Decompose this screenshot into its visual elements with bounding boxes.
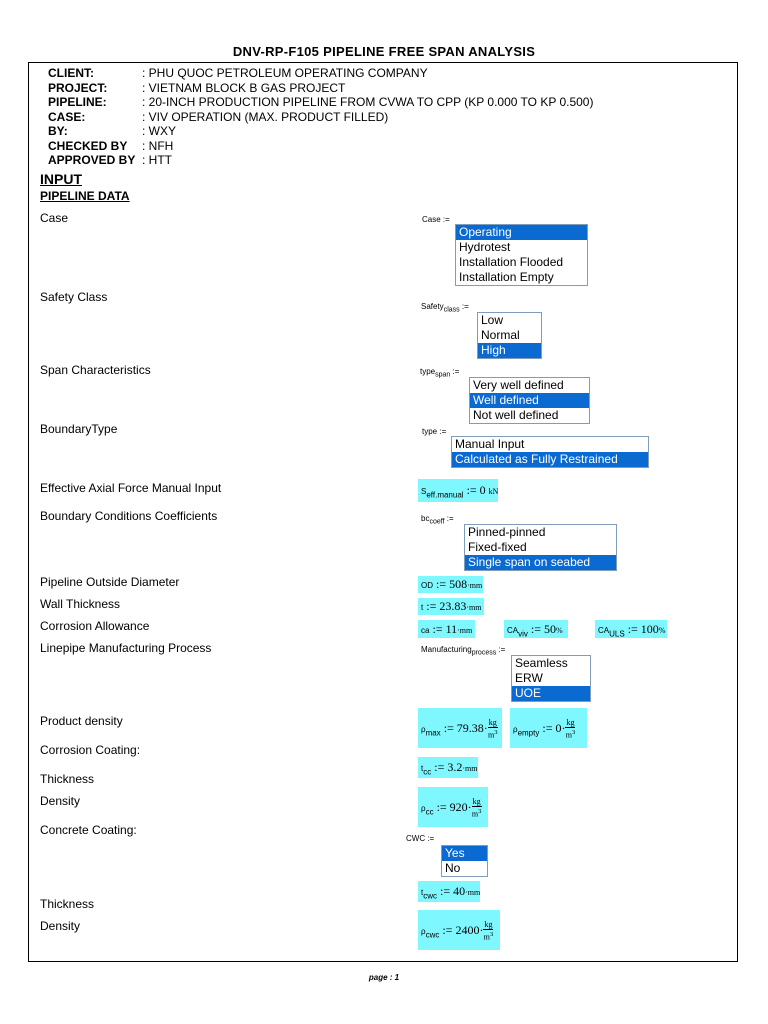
math-value: 40 <box>453 884 466 898</box>
var-safety-sub: class <box>443 306 460 314</box>
listbox-option[interactable]: No <box>445 861 461 875</box>
math-unit-base: m <box>488 731 495 741</box>
math-unit-fraction <box>488 718 498 740</box>
math-unit-exponent: 3 <box>571 729 576 737</box>
label-boundary-coefficients: Boundary Conditions Coefficients <box>40 509 218 523</box>
math-value: 79.38 <box>456 721 484 735</box>
listbox-option[interactable]: ERW <box>515 671 543 685</box>
math-unit-fraction <box>565 718 575 740</box>
label-corrosion-coating: Corrosion Coating: <box>40 743 141 757</box>
info-key-approved: APPROVED BY <box>48 153 136 167</box>
listbox-manufacturing-process[interactable] <box>511 655 591 702</box>
listbox-option[interactable]: Hydrotest <box>459 240 511 254</box>
listbox-option[interactable]: Installation Empty <box>459 270 554 284</box>
var-mfg-base: Manufacturing <box>421 645 472 654</box>
var-bc-assign: := <box>444 514 454 523</box>
label-span-characteristics: Span Characteristics <box>40 363 151 377</box>
math-assign: := <box>440 721 457 735</box>
math-seff-manual[interactable] <box>418 479 498 502</box>
info-key-by: BY: <box>48 124 68 138</box>
math-t-cc[interactable] <box>418 757 478 778</box>
math-unit: ·mm <box>465 888 481 897</box>
var-bc-coeff <box>421 514 454 526</box>
math-assign: := <box>437 884 454 898</box>
listbox-option[interactable]: Fixed-fixed <box>468 540 527 554</box>
math-unit-denominator <box>483 930 493 942</box>
var-type-assign: := <box>437 427 447 436</box>
listbox-case[interactable] <box>455 224 588 286</box>
listbox-option[interactable]: Operating <box>456 225 587 240</box>
info-key-client: CLIENT: <box>48 66 94 80</box>
math-symbol: t <box>421 764 424 773</box>
math-unit-numerator: kg <box>472 797 481 807</box>
info-value-case: : VIV OPERATION (MAX. PRODUCT FILLED) <box>142 109 389 124</box>
math-subscript: eff.manual <box>426 490 464 500</box>
label-cc-thickness: Thickness <box>40 772 95 786</box>
listbox-option[interactable]: High <box>478 343 541 358</box>
math-rho-cc[interactable]: $\rho_{cc}$ := 920· $\frac{kg}{m^3}$ <box>418 787 488 827</box>
math-rho-empty[interactable]: $\rho_{empty}$ := 0· $\frac{kg}{m^3}$ <box>510 708 587 748</box>
info-key-project: PROJECT: <box>48 80 108 95</box>
math-assign: := <box>433 577 450 591</box>
section-heading-input: INPUT <box>40 171 82 187</box>
math-value: 50 <box>544 622 557 636</box>
listbox-boundary-type[interactable] <box>451 436 649 468</box>
math-assign: := <box>463 483 480 497</box>
label-axial-force: Effective Axial Force Manual Input <box>40 481 222 495</box>
var-safety-class <box>421 302 469 314</box>
math-assign: := <box>527 622 545 636</box>
var-safety-assign: := <box>459 302 469 311</box>
var-span-base: type <box>420 367 436 376</box>
math-unit-fraction <box>472 797 482 819</box>
math-rho-max[interactable]: $\rho_{max}$ := 79.38· $\frac{kg}{m^3}$ <box>418 708 502 748</box>
math-unit-exponent: 3 <box>489 931 494 939</box>
listbox-safety-class[interactable] <box>477 312 542 359</box>
var-manufacturing-process <box>421 645 505 657</box>
math-value: 0 <box>555 721 562 735</box>
var-case-assign: := <box>440 215 450 224</box>
math-symbol: t <box>421 603 424 612</box>
math-symbol: ca <box>421 626 430 635</box>
math-od[interactable] <box>418 576 483 593</box>
math-assign: := <box>431 760 448 774</box>
var-mfg-assign: := <box>496 645 506 654</box>
listbox-bc-coefficients[interactable] <box>464 524 617 571</box>
math-unit-exponent: 3 <box>494 729 498 737</box>
math-symbol: CA <box>598 626 610 635</box>
listbox-span-type[interactable] <box>469 377 590 424</box>
math-unit: ·mm <box>467 581 483 590</box>
var-type <box>422 427 446 439</box>
math-subscript: max <box>425 728 441 738</box>
var-bc-base: bc <box>421 514 430 523</box>
math-assign: := <box>439 923 456 937</box>
listbox-option[interactable]: Yes <box>442 846 487 861</box>
listbox-option[interactable]: Not well defined <box>473 408 559 422</box>
var-safety-base: Safety <box>421 302 444 311</box>
math-unit-fraction <box>483 920 493 942</box>
info-value-checked: : NFH <box>142 138 174 153</box>
math-subscript: viv <box>518 629 528 639</box>
math-unit: % <box>658 626 666 635</box>
math-corrosion-allowance[interactable] <box>418 620 475 638</box>
label-boundary-type: BoundaryType <box>40 422 118 436</box>
math-unit-exponent: 3 <box>478 808 482 816</box>
var-cwc-assign: := <box>425 834 435 843</box>
math-unit: ·mm <box>457 626 473 635</box>
math-unit-denominator <box>472 807 482 819</box>
var-cwc-base: CWC <box>406 834 426 843</box>
math-subscript: cwc <box>425 930 440 940</box>
math-ca-viv[interactable] <box>504 620 568 638</box>
math-subscript: empty <box>517 728 540 738</box>
var-type-base: type <box>422 427 438 436</box>
math-symbol: ρ <box>421 927 426 936</box>
math-ca-uls[interactable] <box>595 620 667 638</box>
info-key-checked: CHECKED BY <box>48 138 128 153</box>
label-case: Case <box>40 211 69 225</box>
listbox-option[interactable]: Installation Flooded <box>459 255 564 269</box>
info-value-client: : PHU QUOC PETROLEUM OPERATING COMPANY <box>142 66 428 80</box>
page-title: DNV-RP-F105 PIPELINE FREE SPAN ANALYSIS <box>232 44 536 59</box>
info-key-case: CASE: <box>48 109 86 124</box>
math-value: 3.2 <box>447 760 463 774</box>
math-subscript: ULS <box>609 629 625 639</box>
label-cc-density: Density <box>40 794 81 808</box>
var-span-sub: span <box>435 371 451 379</box>
page-number: page : 1 <box>368 973 400 982</box>
math-unit-base: m <box>483 933 490 943</box>
math-symbol: ρ <box>421 725 426 734</box>
var-type-span <box>420 367 459 379</box>
label-product-density: Product density <box>40 714 123 728</box>
math-unit-base: m <box>565 731 572 741</box>
listbox-option[interactable]: Single span on seabed <box>465 555 616 570</box>
math-symbol: t <box>421 888 424 897</box>
math-value: 100 <box>640 622 659 636</box>
listbox-option[interactable]: Pinned-pinned <box>468 525 546 539</box>
math-value: 11 <box>445 622 458 636</box>
math-assign: := <box>429 622 446 636</box>
math-symbol: S <box>421 487 427 496</box>
math-value: 2400 <box>455 923 480 937</box>
var-bc-sub: coeff <box>429 518 445 526</box>
math-assign: := <box>423 599 440 613</box>
math-value: 920 <box>449 800 468 814</box>
math-unit-base: m <box>471 810 479 820</box>
math-unit-numerator: kg <box>488 718 497 728</box>
label-manufacturing-process: Linepipe Manufacturing Process <box>40 641 212 655</box>
math-t-cwc[interactable] <box>418 881 480 902</box>
math-unit-numerator: kg <box>484 920 493 930</box>
listbox-option[interactable]: Normal <box>481 328 520 342</box>
listbox-option[interactable]: Very well defined <box>473 378 564 392</box>
math-value: 0 <box>479 483 486 497</box>
label-safety-class: Safety Class <box>40 290 108 304</box>
listbox-option[interactable]: UOE <box>512 686 590 701</box>
math-unit: kN <box>488 487 499 496</box>
math-value: 508 <box>449 577 468 591</box>
math-symbol: ρ <box>513 725 518 734</box>
info-value-project: : VIETNAM BLOCK B GAS PROJECT <box>142 80 346 95</box>
var-span-assign: := <box>450 367 460 376</box>
math-symbol: CA <box>507 626 519 635</box>
var-case-base: Case <box>422 215 441 224</box>
label-cwc-density: Density <box>40 919 81 933</box>
math-value: 23.83 <box>439 599 467 613</box>
math-symbol: OD <box>421 581 433 590</box>
math-subscript: cwc <box>423 891 438 901</box>
info-value-by: : WXY <box>142 124 177 138</box>
label-corrosion-allowance: Corrosion Allowance <box>40 619 150 633</box>
info-value-pipeline: : 20-INCH PRODUCTION PIPELINE FROM CVWA TO CPP (KP 0.000 TO KP 0.500) <box>142 95 594 109</box>
info-key-pipeline: PIPELINE: <box>48 95 107 109</box>
math-subscript: cc <box>425 807 434 817</box>
info-value-approved: : HTT <box>142 153 172 167</box>
math-rho-cwc[interactable]: $\rho_{cwc}$ := 2400· $\frac{kg}{m^3}$ <box>418 910 500 950</box>
listbox-option[interactable]: Well defined <box>470 393 589 408</box>
listbox-option[interactable]: Calculated as Fully Restrained <box>452 452 648 467</box>
label-wall-thickness: Wall Thickness <box>40 597 121 611</box>
math-unit: ·mm <box>466 603 482 612</box>
math-unit-denominator <box>488 728 498 740</box>
math-assign: := <box>433 800 450 814</box>
math-assign: := <box>624 622 641 636</box>
var-mfg-sub: process <box>471 649 497 657</box>
math-subscript: cc <box>423 767 432 777</box>
listbox-option[interactable]: Manual Input <box>455 437 525 451</box>
math-unit-denominator <box>565 728 575 740</box>
math-unit: % <box>556 626 563 635</box>
var-case <box>422 215 450 227</box>
math-assign: := <box>539 721 556 735</box>
listbox-option[interactable]: Low <box>481 313 504 327</box>
math-wall-thickness[interactable] <box>418 598 484 615</box>
listbox-concrete-coating[interactable] <box>441 845 488 877</box>
math-unit: ·mm <box>462 764 478 773</box>
var-cwc <box>406 834 434 846</box>
math-symbol: ρ <box>421 804 426 813</box>
math-unit-numerator: kg <box>566 718 575 728</box>
label-outside-diameter: Pipeline Outside Diameter <box>40 575 180 589</box>
label-concrete-coating: Concrete Coating: <box>40 823 137 837</box>
listbox-option[interactable]: Seamless <box>515 656 568 670</box>
section-heading-pipeline-data: PIPELINE DATA <box>40 189 130 203</box>
label-cwc-thickness: Thickness <box>40 897 95 911</box>
